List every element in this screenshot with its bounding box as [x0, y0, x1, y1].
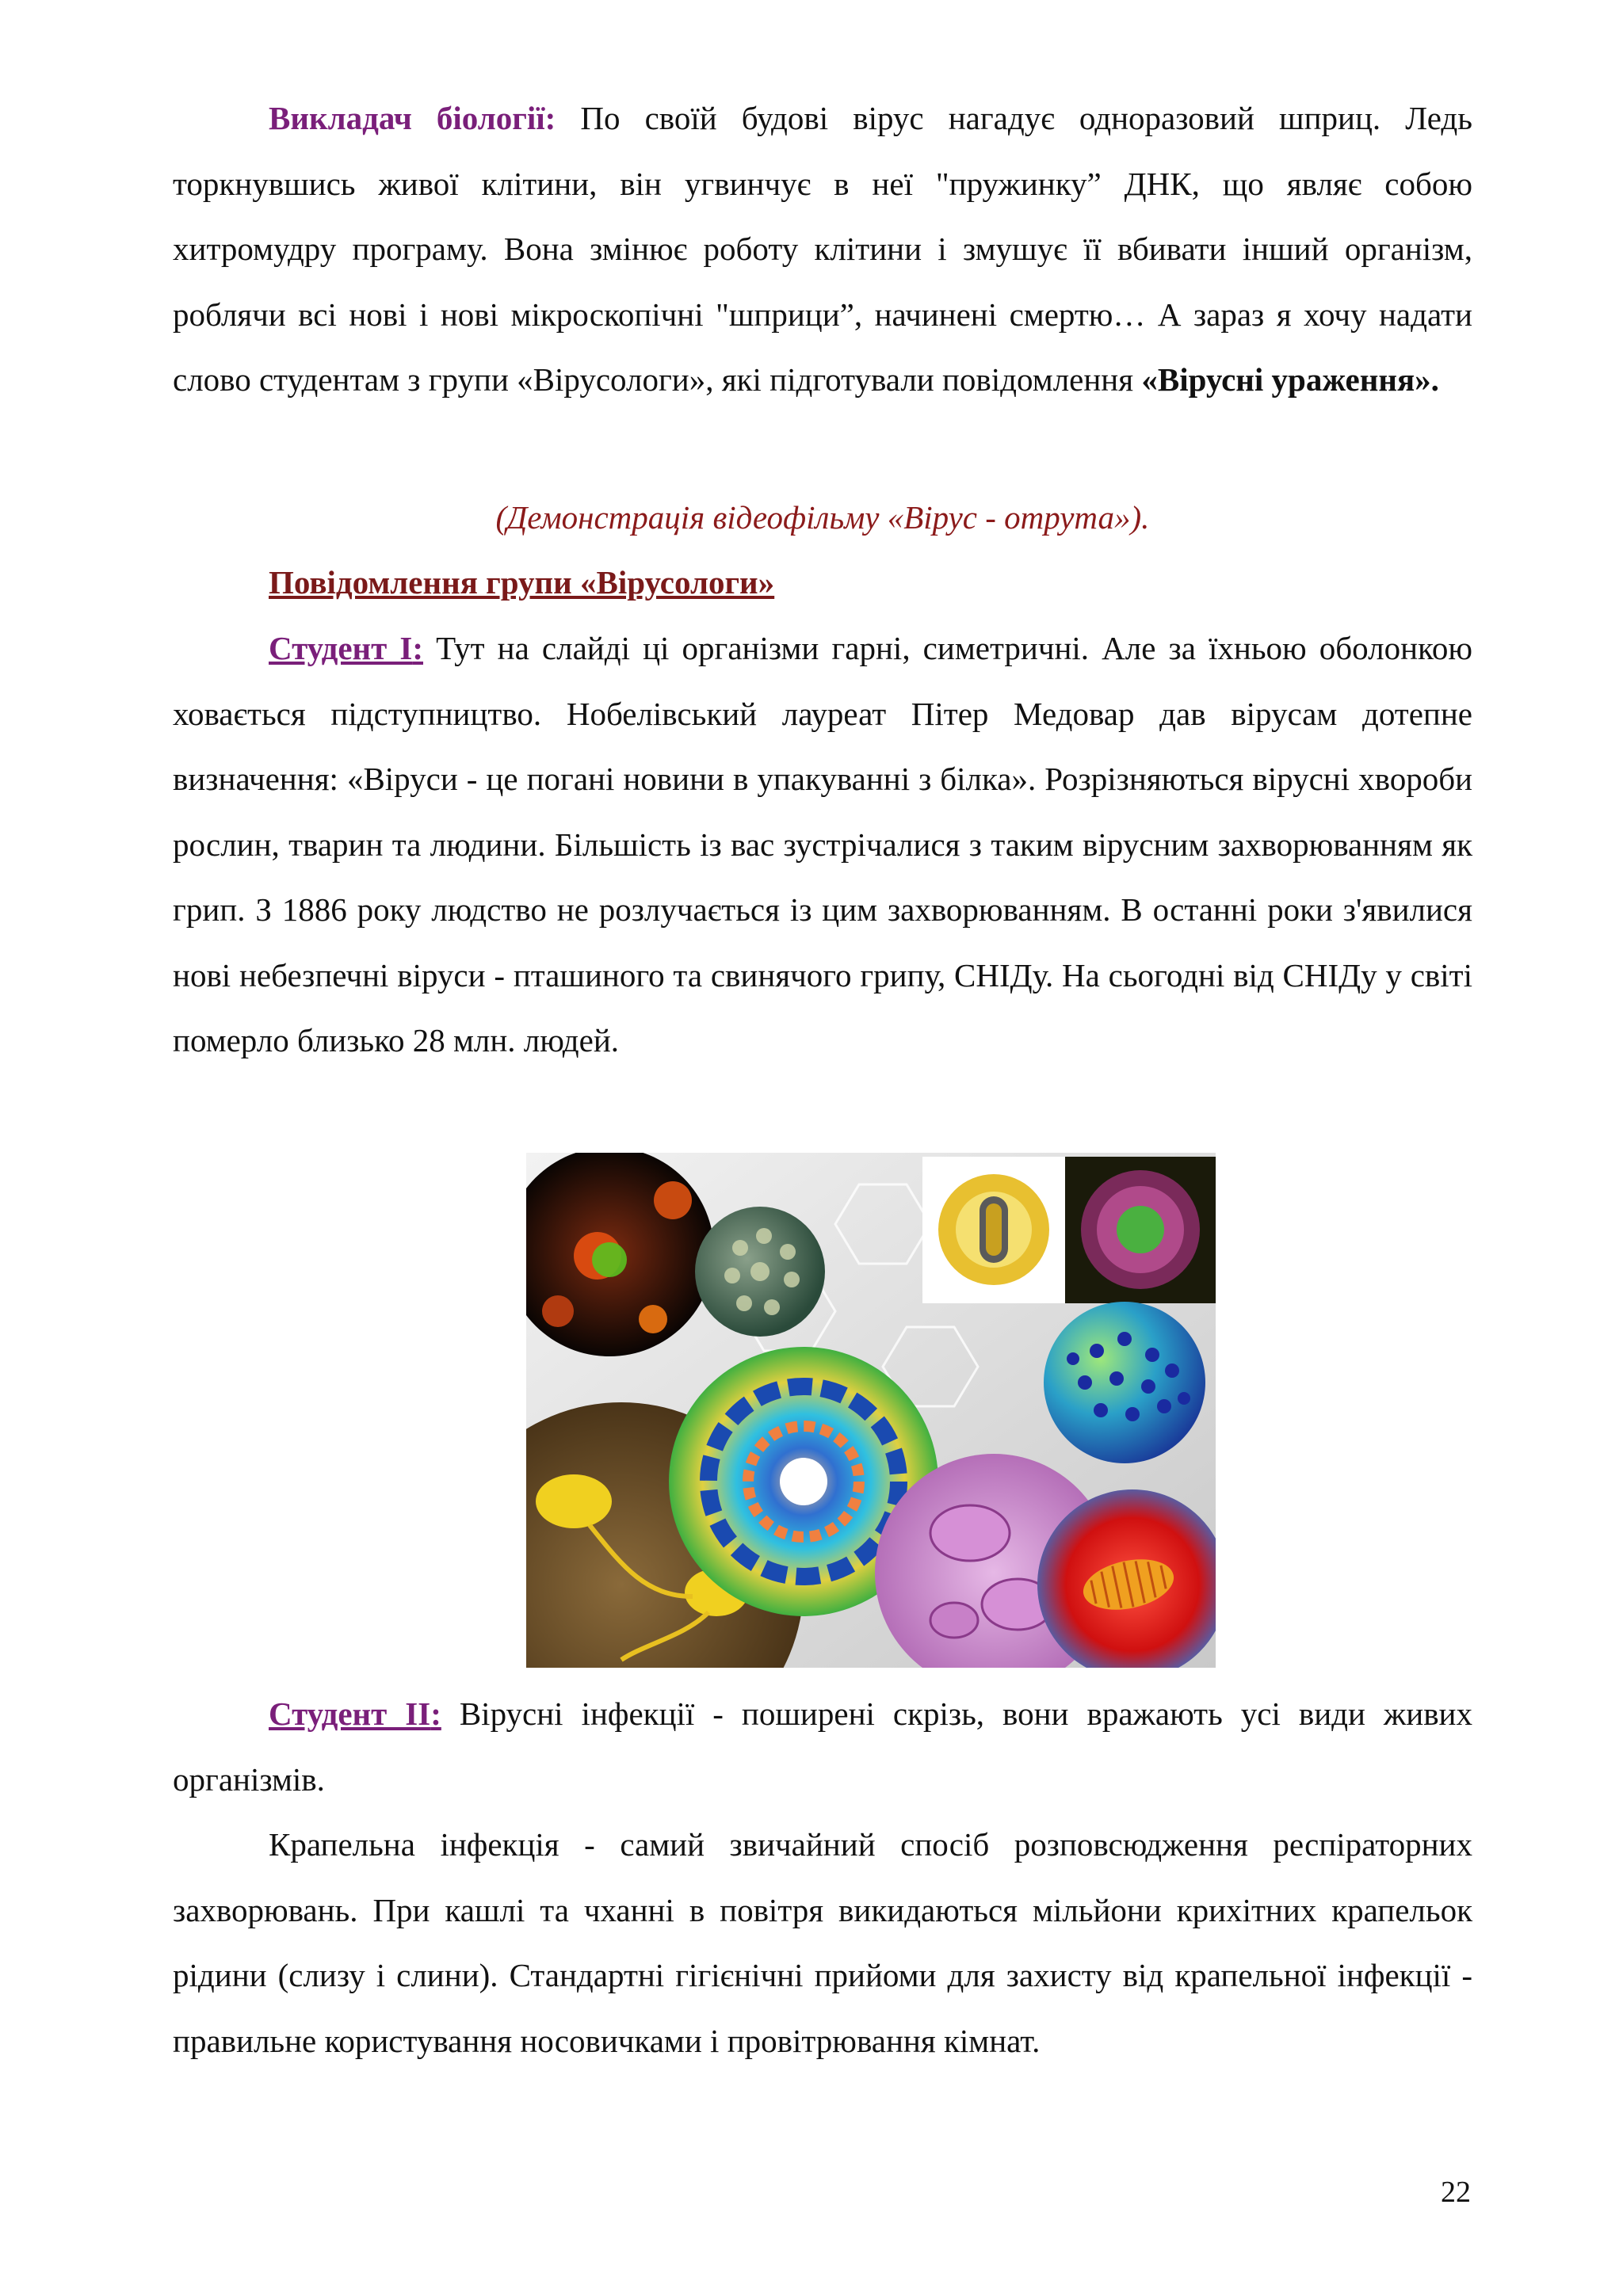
report-title: «Вірусні ураження».: [1141, 361, 1439, 398]
teacher-paragraph: [173, 86, 1472, 413]
teacher-text: По своїй будові вірус нагадує одноразовий шприц. Ледь торкнувшись живої клітини, він угвинчує в неї "пружинку” ДНК, що являє собою хитромудру програму. Вона змінює роботу клітини і змушує її вбивати інший організм, роблячи всі нові і нові мікроскопічні "шприци”, начинені смертю… А зараз я хочу надати слово студентам з групи «Вірусологи», які підготували повідомлення: [173, 100, 1472, 398]
student2-colon: :: [430, 1695, 441, 1732]
student1-text: Тут на слайді ці організми гарні, симетричні. Але за їхньою оболонкою ховається підступництво. Нобелівський лауреат Пітер Медовар дав вірусам дотепне визначення: «Віруси - це погані новини в упакуванні з білка». Розрізняються вірусні хвороби рослин, тварин та людини. Більшість із вас зустрічалися з таким вірусним захворюванням як грип. З 1886 року людство не розлучається із цим захворюванням. В останні роки з'явилися нові небезпечні віруси - пташиного та свинячого грипу, СНІДу. На сьогодні від СНІДу у світі померло близько 28 млн. людей.: [173, 630, 1472, 1058]
section-heading: Повідомлення групи «Вірусологи»: [269, 564, 775, 601]
student2-text: Вірусні інфекції - поширені скрізь, вони вражають усі види живих організмів.: [173, 1695, 1472, 1798]
student1-paragraph: [173, 616, 1472, 1074]
student2-paragraph: [173, 1681, 1472, 1812]
student1-colon: :: [412, 630, 424, 666]
page-number: 22: [1441, 2176, 1471, 2209]
stage-direction: (Демонстрація відеофільму «Вірус - отрута»).: [495, 499, 1150, 536]
speaker-label: Викладач біології:: [269, 100, 556, 136]
student2-label: Студент ІІ: [269, 1695, 431, 1732]
virus-collage-image: [526, 1153, 1216, 1668]
student1-label: Студент І: [269, 630, 413, 666]
section-heading-line: [173, 550, 1472, 616]
droplet-infection-paragraph: Крапельна інфекція - самий звичайний спосіб розповсюдження респіраторних захворювань. При кашлі та чханні в повітря викидаються мільйони крихітних крапельок рідини (слизу і слини). Стандартні гігієнічні прийоми для захисту від крапельної інфекції - правильне користування носовичками і провітрювання кімнат.: [173, 1826, 1472, 2059]
virus-collage-illustration: [526, 1153, 1216, 1668]
